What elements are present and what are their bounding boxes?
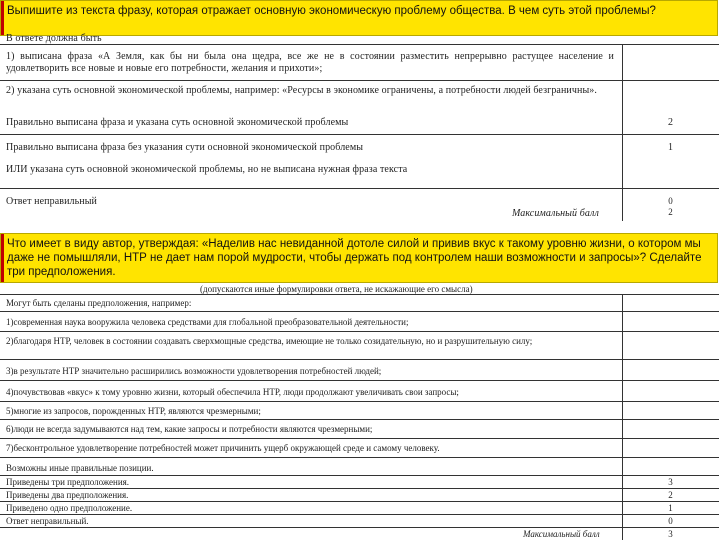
- score-column-divider: [622, 44, 623, 221]
- assumption-item: 2)благодаря НТР, человек в состоянии создавать сверхмощные средства, имеющие не только созидательную, но и разрушительную силу;: [6, 336, 533, 346]
- assumption-item: 5)многие из запросов, порожденных НТР, являются чрезмерными;: [6, 406, 261, 416]
- divider: [0, 438, 719, 439]
- criterion-score: 1: [668, 142, 673, 153]
- max-score-label: Максимальный балл: [523, 529, 600, 539]
- criterion-text: Правильно выписана фраза и указана суть основной экономической проблемы: [6, 117, 349, 128]
- criterion-score: 2: [668, 117, 673, 128]
- divider: [0, 134, 719, 135]
- criterion-text: Приведено одно предположение.: [6, 503, 133, 513]
- answer-intro: В ответе должна быть: [6, 33, 102, 44]
- divider: [0, 514, 719, 515]
- answer-intro: Могут быть сделаны предположения, например:: [6, 298, 192, 308]
- assumption-item: 3)в результате НТР значительно расширились возможности удовлетворения потребностей людей;: [6, 366, 382, 376]
- criterion-score: 2: [668, 490, 673, 500]
- criterion-text: Правильно выписана фраза без указания сути основной экономической проблемы: [6, 142, 364, 153]
- divider: [0, 188, 719, 189]
- divider: [0, 44, 719, 45]
- divider: [0, 419, 719, 420]
- assumption-item: 7)бесконтрольное удовлетворение потребностей может причинить ущерб окружающей среде и самому человеку.: [6, 443, 440, 453]
- answer-item-2: 2) указана суть основной экономической проблемы, например: «Ресурсы в экономике ограничены, а потребности людей безграничны».: [6, 85, 597, 96]
- divider: [0, 488, 719, 489]
- max-score-label: Максимальный балл: [512, 208, 599, 219]
- divider: [0, 294, 719, 295]
- criterion-score: 3: [668, 477, 673, 487]
- question-1-text: Выпишите из текста фразу, которая отражает основную экономическую проблему общества. В чем суть этой проблемы?: [7, 5, 656, 17]
- divider: [0, 80, 719, 81]
- divider: [0, 380, 719, 381]
- answer-item-1: 1) выписана фраза «А Земля, как бы ни была она щедра, все же не в состоянии разместить непрерывно растущее население и удовлетворить все новые и новые его потребности, желания и прихоти»;: [6, 51, 614, 74]
- criterion-text: Приведены три предположения.: [6, 477, 130, 487]
- divider: [0, 359, 719, 360]
- criterion-text: Ответ неправильный.: [6, 516, 89, 526]
- divider: [0, 457, 719, 458]
- other-answers-note: Возможны иные правильные позиции.: [6, 463, 154, 473]
- criterion-text: Ответ неправильный: [6, 196, 97, 207]
- criterion-score: 0: [668, 516, 673, 526]
- question-1-banner: [0, 0, 718, 36]
- divider: [0, 401, 719, 402]
- divider: [0, 501, 719, 502]
- answer-note: (допускаются иные формулировки ответа, не искажающие его смысла): [200, 284, 473, 294]
- divider: [0, 527, 719, 528]
- divider: [0, 331, 719, 332]
- max-score-value: 3: [668, 529, 673, 539]
- score-column-divider: [622, 294, 623, 540]
- question-2-banner: [0, 233, 718, 283]
- assumption-item: 6)люди не всегда задумываются над тем, какие запросы и потребности являются чрезмерными;: [6, 424, 373, 434]
- criterion-text: ИЛИ указана суть основной экономической проблемы, но не выписана нужная фраза текста: [6, 164, 408, 175]
- criterion-text: Приведены два предположения.: [6, 490, 129, 500]
- divider: [0, 311, 719, 312]
- assumption-item: 4)почувствовав «вкус» к тому уровню жизни, который обеспечила НТР, люди продолжают увеличивать свои запросы;: [6, 387, 459, 397]
- criterion-score: 0: [668, 196, 673, 206]
- assumption-item: 1)современная наука вооружила человека средствами для глобальной преобразовательной деятельности;: [6, 317, 409, 327]
- max-score-value: 2: [668, 207, 673, 217]
- divider: [0, 475, 719, 476]
- criterion-score: 1: [668, 503, 673, 513]
- question-2-text: Что имеет в виду автор, утверждая: «Наделив нас невиданной дотоле силой и привив вкус к такому уровню жизни, о котором мы даже не помышляли, НТР не дает нам порой мудрости, чтобы держать под контролем наши возможности и запросы»? Сделайте три предположения.: [7, 238, 702, 278]
